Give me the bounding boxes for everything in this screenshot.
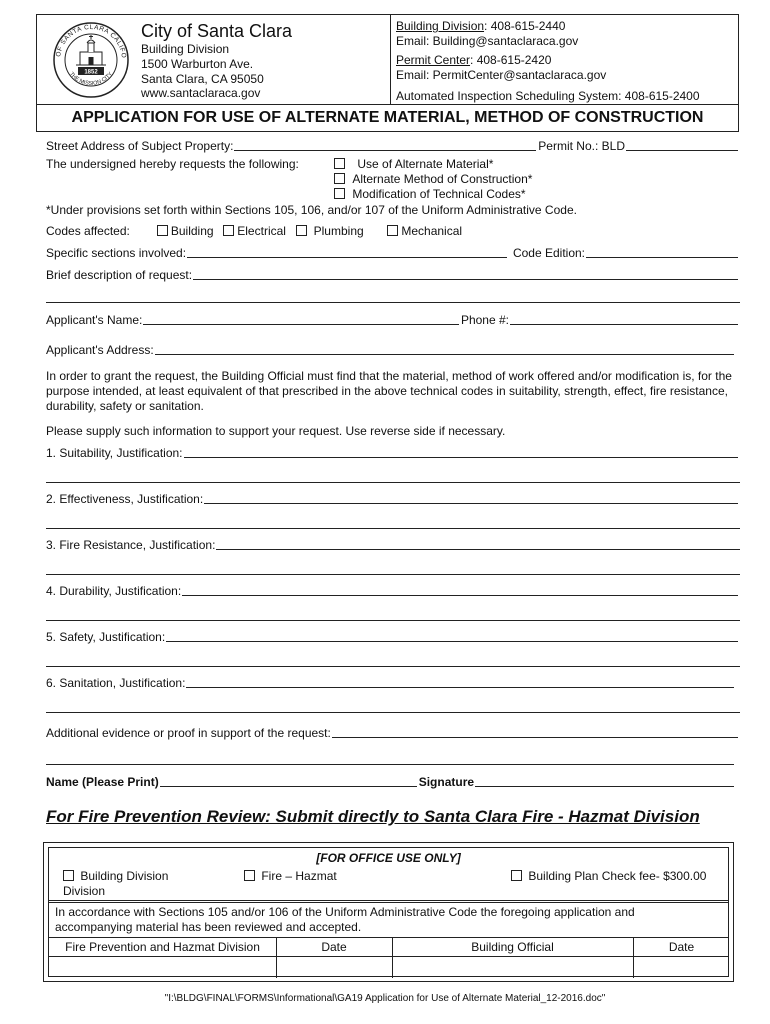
fire-review-heading (46, 807, 700, 827)
building-code-checkbox[interactable] (157, 225, 168, 236)
request-option-3 (334, 187, 526, 201)
modification-codes-checkbox[interactable] (334, 188, 345, 199)
request-label: The undersigned hereby requests the following: (46, 157, 299, 171)
additional-evidence-line-2[interactable] (46, 764, 734, 765)
office-plan-check (511, 869, 706, 883)
suitability-label: 1. Suitability, Justification: (46, 446, 183, 460)
brief-description-label: Brief description of request: (46, 268, 193, 282)
phone-field[interactable] (510, 313, 738, 325)
permit-center-label: Permit Center (396, 53, 471, 67)
city-seal-icon (52, 21, 130, 99)
request-option-2 (334, 172, 532, 186)
brief-description-field[interactable] (193, 268, 738, 280)
form-title (36, 105, 739, 132)
sanitation-label: 6. Sanitation, Justification: (46, 676, 186, 690)
sanitation-row (46, 676, 736, 690)
form-title-text: APPLICATION FOR USE OF ALTERNATE MATERIAL, METHOD OF CONSTRUCTION (71, 109, 704, 126)
suitability-field[interactable] (184, 446, 738, 458)
seal-year: 1852 (84, 69, 98, 76)
request-option-1 (334, 157, 493, 171)
permit-center-contact (396, 53, 551, 67)
office-plan-check-label: Building Plan Check fee- $300.00 (528, 869, 707, 883)
brief-description-line-2[interactable] (46, 302, 740, 303)
permit-no-field[interactable] (626, 139, 738, 151)
durability-field[interactable] (182, 584, 738, 596)
city-name: City of Santa Clara (141, 21, 293, 41)
office-division-wrap: Division (63, 884, 106, 898)
office-use-box (43, 842, 734, 982)
fire-review-text: For Fire Prevention Review: Submit directly to Santa Clara Fire - Hazmat Division (46, 807, 700, 826)
permit-no-label: Permit No.: BLD (538, 139, 625, 153)
request-option-1-label: Use of Alternate Material* (357, 157, 494, 171)
office-plan-check-checkbox[interactable] (511, 870, 522, 881)
supply-paragraph: Please supply such information to support your request. Use reverse side if necessary. (46, 424, 506, 438)
safety-line-2[interactable] (46, 666, 740, 667)
signature-label: Signature (418, 775, 475, 789)
suitability-line-2[interactable] (46, 482, 740, 483)
request-option-2-label: Alternate Method of Construction* (352, 172, 533, 186)
code-edition-field[interactable] (586, 246, 738, 258)
office-col-date-1: Date (321, 940, 347, 954)
sanitation-line-2[interactable] (46, 712, 740, 713)
applicant-name-row (46, 313, 740, 327)
street-address-label: Street Address of Subject Property: (46, 139, 234, 153)
building-email[interactable]: Email: Building@santaclaraca.gov (396, 34, 579, 48)
address-line-2: Santa Clara, CA 95050 (141, 72, 264, 86)
fire-resistance-row (46, 538, 742, 552)
office-building-division-label: Building Division (80, 869, 169, 883)
office-fire-hazmat-checkbox[interactable] (244, 870, 255, 881)
codes-affected-label: Codes affected: (46, 224, 130, 238)
code-edition-label: Code Edition: (512, 246, 585, 260)
suitability-row (46, 446, 740, 460)
fire-resistance-field[interactable] (216, 538, 740, 550)
plumbing-code-label: Plumbing (313, 224, 364, 238)
applicant-address-row (46, 343, 736, 357)
applicant-name-field[interactable] (143, 313, 459, 325)
office-building-division (63, 869, 168, 883)
safety-label: 5. Safety, Justification: (46, 630, 166, 644)
office-date-1-field[interactable] (277, 957, 392, 978)
office-date-2-field[interactable] (634, 957, 730, 978)
street-address-field[interactable] (234, 139, 536, 151)
office-use-inner (48, 847, 729, 977)
office-use-title: [FOR OFFICE USE ONLY] (316, 851, 461, 865)
office-col-fire-prevention: Fire Prevention and Hazmat Division (65, 940, 260, 954)
sections-row (46, 246, 740, 260)
additional-evidence-label: Additional evidence or proof in support of the request: (46, 726, 331, 740)
permit-email[interactable]: Email: PermitCenter@santaclaraca.gov (396, 68, 607, 82)
mechanical-code-label: Mechanical (401, 224, 463, 238)
additional-evidence-row (46, 726, 740, 740)
footer-file-path: "I:\BLDG\FINAL\FORMS\Informational\GA19 Application for Use of Alternate Material_12-2016.doc" (164, 993, 606, 1004)
header-divider (390, 15, 391, 104)
additional-evidence-field[interactable] (332, 726, 738, 738)
inspection-line: Automated Inspection Scheduling System: 408-615-2400 (396, 89, 700, 103)
durability-row (46, 584, 740, 598)
grant-paragraph: In order to grant the request, the Building Official must find that the material, method of work offered and/or modification is, for the purpose intended, at least equivalent of that prescribed in the above technical codes in suitability, strength, effect, fire resistance, durability, safety or sanitation. (46, 369, 732, 413)
header-box (36, 14, 739, 105)
durability-line-2[interactable] (46, 620, 740, 621)
office-sign-table (49, 937, 728, 978)
office-building-division-checkbox[interactable] (63, 870, 74, 881)
name-signature-row (46, 775, 736, 789)
office-col-building-official: Building Official (471, 940, 554, 954)
applicant-address-label: Applicant's Address: (46, 343, 154, 357)
alternate-method-checkbox[interactable] (334, 173, 345, 184)
website-link[interactable]: www.santaclaraca.gov (141, 86, 261, 100)
office-building-official-sign-field[interactable] (393, 957, 633, 978)
office-fire-hazmat-label: Fire – Hazmat (261, 869, 337, 883)
effectiveness-label: 2. Effectiveness, Justification: (46, 492, 204, 506)
signature-field[interactable] (475, 775, 734, 787)
electrical-code-label: Electrical (237, 224, 286, 238)
safety-field[interactable] (166, 630, 738, 642)
sections-label: Specific sections involved: (46, 246, 187, 260)
division-name: Building Division (141, 42, 230, 56)
office-fire-prevention-sign-field[interactable] (49, 957, 276, 978)
office-accordance-text: In accordance with Sections 105 and/or 106 of the Uniform Administrative Code the foregoing application and accompanying material has been reviewed and accepted. (55, 905, 635, 934)
request-option-3-label: Modification of Technical Codes* (352, 187, 526, 201)
office-double-line (49, 900, 728, 903)
permit-center-phone: : 408-615-2420 (470, 53, 552, 67)
street-address-row (46, 139, 740, 153)
codes-affected-row (46, 224, 462, 238)
seal-bottom-text: THE MISSION CITY (68, 71, 114, 87)
effectiveness-field[interactable] (204, 492, 738, 504)
phone-label: Phone #: (460, 313, 509, 327)
applicant-name-label: Applicant's Name: (46, 313, 143, 327)
applicant-address-field[interactable] (155, 343, 734, 355)
effectiveness-line-2[interactable] (46, 528, 740, 529)
building-division-phone: : 408-615-2440 (484, 19, 566, 33)
fire-resistance-label: 3. Fire Resistance, Justification: (46, 538, 216, 552)
address-line-1: 1500 Warburton Ave. (141, 57, 254, 71)
building-division-label: Building Division (396, 19, 485, 33)
brief-description-row (46, 268, 740, 282)
building-division-contact (396, 19, 565, 33)
plumbing-code-checkbox[interactable] (296, 225, 307, 236)
fire-resistance-line-2[interactable] (46, 574, 740, 575)
office-col-date-2: Date (668, 940, 695, 954)
use-alternate-material-checkbox[interactable] (334, 158, 345, 169)
sanitation-field[interactable] (186, 676, 734, 688)
safety-row (46, 630, 740, 644)
provisions-note: *Under provisions set forth within Sections 105, 106, and/or 107 of the Uniform Administrative Code. (46, 203, 577, 217)
name-print-field[interactable] (160, 775, 417, 787)
seal-top-text: OF SANTA CLARA CALIFO (55, 23, 128, 59)
name-print-label: Name (Please Print) (46, 775, 159, 789)
sections-field[interactable] (187, 246, 507, 258)
building-code-label: Building (170, 224, 214, 238)
electrical-code-checkbox[interactable] (223, 225, 234, 236)
durability-label: 4. Durability, Justification: (46, 584, 182, 598)
mechanical-code-checkbox[interactable] (387, 225, 398, 236)
office-fire-hazmat (244, 869, 337, 883)
effectiveness-row (46, 492, 740, 506)
